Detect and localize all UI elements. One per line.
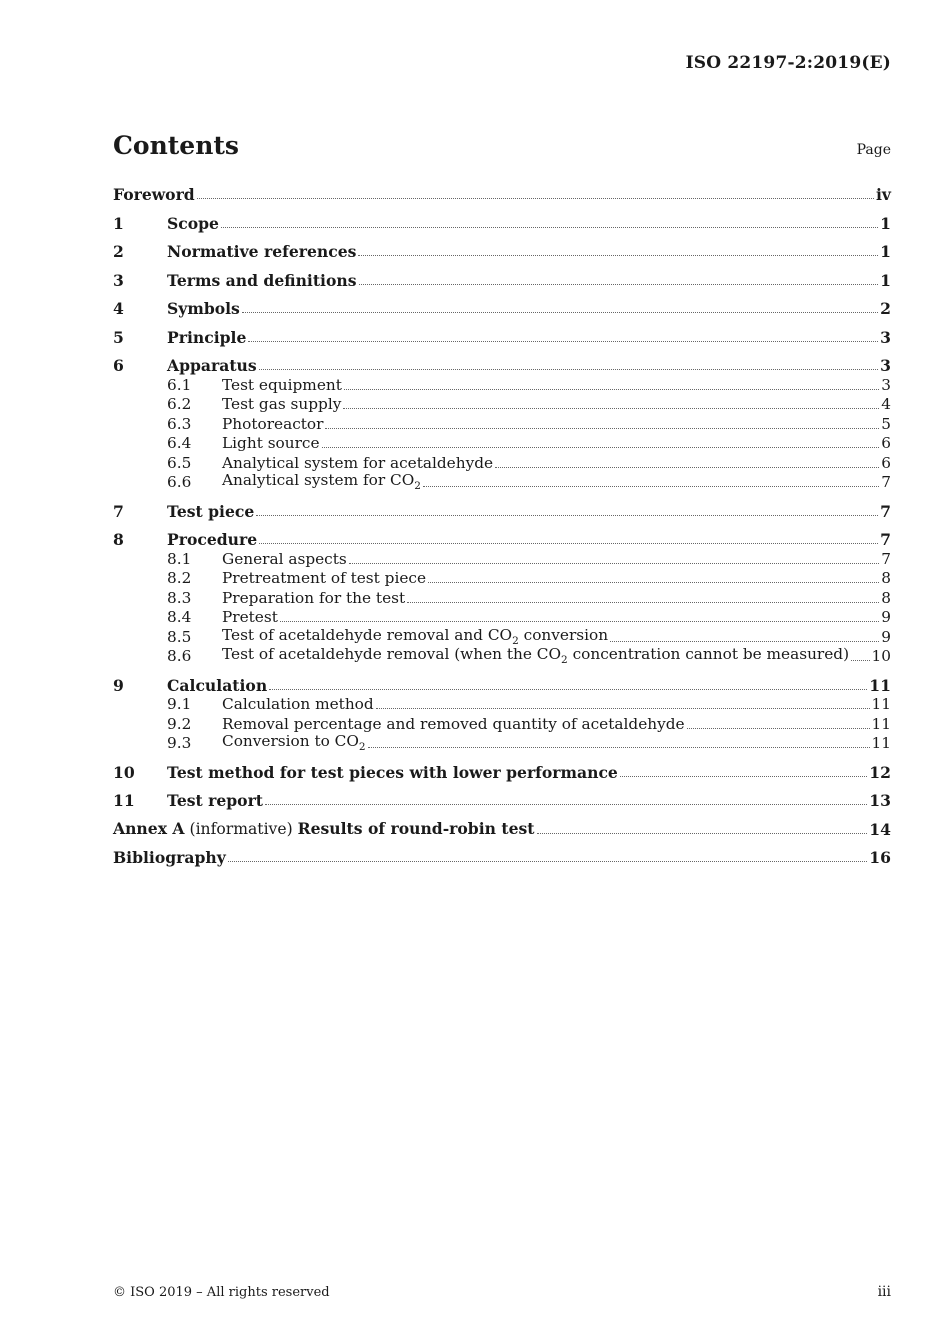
toc-page: 3: [880, 356, 891, 375]
page-column-label: Page: [856, 142, 891, 158]
leader-dots: [280, 620, 879, 622]
toc-title: Terms and definitions: [167, 270, 357, 290]
toc-title-text: conversion: [518, 625, 609, 644]
toc-title: [113, 819, 535, 839]
toc-entry-8-3[interactable]: [113, 588, 891, 608]
leader-dots: [376, 707, 870, 709]
toc-number: 6.2: [167, 395, 192, 413]
toc-entry-test-report[interactable]: [113, 790, 891, 810]
toc-title: Preparation for the test: [222, 588, 406, 607]
leader-dots: [256, 514, 878, 516]
toc-entry-annex-a[interactable]: [113, 819, 891, 839]
toc-entry-procedure[interactable]: [113, 529, 891, 549]
toc-title-text: Test of acetaldehyde removal (when the CO: [222, 645, 562, 663]
leader-dots: [423, 485, 879, 487]
leader-dots: [407, 601, 879, 603]
toc-number: 7: [113, 501, 124, 521]
toc-number: 6.1: [167, 375, 192, 394]
toc-entry-6-6[interactable]: [113, 473, 891, 493]
toc-entry-9-2[interactable]: [113, 714, 891, 734]
toc-entry-9-3[interactable]: [113, 734, 891, 754]
toc-entry-9-1[interactable]: [113, 695, 891, 715]
toc-entry-scope[interactable]: [113, 213, 891, 233]
leader-dots: [259, 368, 878, 370]
toc-number: 9.3: [167, 734, 192, 752]
toc-number: 6.6: [167, 473, 192, 491]
toc-page: 3: [881, 375, 891, 394]
toc-title: Test report: [167, 791, 264, 810]
toc-entry-8-6[interactable]: [113, 647, 891, 667]
toc-entry-apparatus[interactable]: [113, 355, 891, 375]
toc-number: 5: [113, 327, 124, 347]
toc-number: 6.5: [167, 453, 192, 472]
toc-number: 10: [113, 762, 135, 782]
leader-dots: [687, 727, 870, 729]
toc-page: 1: [880, 213, 891, 233]
leader-dots: [248, 340, 878, 342]
toc-entry-foreword[interactable]: [113, 184, 891, 204]
toc-title: Calculation method: [222, 695, 374, 713]
table-of-contents: [113, 184, 891, 867]
toc-title: Pretest: [222, 608, 278, 626]
toc-entry-lower-performance[interactable]: [113, 762, 891, 782]
toc-page: 7: [880, 530, 891, 549]
annex-label: Annex A: [113, 818, 185, 838]
toc-page: 6: [881, 434, 891, 452]
toc-page: 8: [881, 569, 891, 587]
copyright-notice: © ISO 2019 – All rights reserved: [113, 1285, 330, 1300]
toc-title: Scope: [167, 213, 219, 233]
subscript: 2: [512, 634, 519, 647]
toc-page: 13: [869, 791, 891, 810]
toc-page: 7: [880, 501, 891, 521]
contents-heading: Contents: [113, 131, 240, 160]
toc-entry-terms-definitions[interactable]: [113, 270, 891, 290]
leader-dots: [269, 688, 867, 690]
toc-title-text: Conversion to CO: [222, 732, 359, 750]
toc-title: Test equipment: [222, 375, 342, 394]
toc-title: [222, 471, 421, 492]
leader-dots: [610, 640, 879, 642]
toc-title: Analytical system for acetaldehyde: [222, 453, 494, 472]
toc-title-text: Analytical system for CO: [222, 471, 415, 489]
toc-page: 3: [880, 327, 891, 347]
toc-title: [222, 626, 608, 647]
toc-title: Foreword: [113, 185, 195, 204]
toc-entry-test-piece[interactable]: [113, 501, 891, 521]
toc-entry-6-3[interactable]: [113, 414, 891, 434]
toc-title: Bibliography: [113, 848, 226, 867]
leader-dots: [620, 775, 867, 777]
toc-number: 9: [113, 675, 124, 695]
leader-dots: [495, 466, 879, 468]
toc-title: Pretreatment of test piece: [222, 569, 427, 587]
toc-title: Test gas supply: [222, 395, 342, 413]
toc-title: Procedure: [167, 530, 258, 549]
leader-dots: [221, 226, 878, 228]
toc-page: 11: [871, 734, 891, 752]
toc-title: [222, 732, 366, 753]
toc-page: 9: [881, 627, 891, 646]
leader-dots: [368, 746, 870, 748]
toc-title: Test piece: [167, 501, 255, 521]
toc-number: 8: [113, 530, 124, 549]
toc-title: [222, 645, 849, 666]
leader-dots: [537, 832, 868, 834]
toc-title: Removal percentage and removed quantity of acetaldehyde: [222, 714, 685, 733]
toc-page: 1: [880, 242, 891, 261]
toc-entry-8-5[interactable]: [113, 627, 891, 647]
toc-entry-6-2[interactable]: [113, 395, 891, 415]
toc-entry-calculation[interactable]: [113, 675, 891, 695]
leader-dots: [343, 407, 879, 409]
leader-dots: [228, 860, 868, 862]
subscript: 2: [414, 480, 421, 492]
toc-number: 2: [113, 242, 124, 261]
toc-number: 11: [113, 791, 135, 810]
leader-dots: [259, 542, 878, 544]
toc-page: 11: [871, 695, 891, 713]
leader-dots: [359, 283, 879, 285]
leader-dots: [428, 581, 879, 583]
toc-page: 11: [871, 714, 891, 733]
toc-entry-6-1[interactable]: [113, 375, 891, 395]
toc-entry-8-1[interactable]: [113, 549, 891, 569]
toc-entry-normative-references[interactable]: [113, 241, 891, 261]
leader-dots: [851, 659, 869, 661]
toc-page: 9: [881, 608, 891, 626]
toc-page: 11: [869, 675, 891, 695]
toc-number: 1: [113, 213, 124, 233]
toc-number: 8.6: [167, 647, 192, 665]
annex-type: (informative): [184, 819, 298, 838]
toc-title: Symbols: [167, 299, 240, 318]
leader-dots: [349, 562, 880, 564]
toc-number: 8.3: [167, 588, 192, 607]
toc-number: 8.4: [167, 608, 192, 626]
toc-page: iv: [876, 185, 891, 204]
toc-title-text: concentration cannot be measured): [567, 645, 850, 663]
toc-entry-8-2[interactable]: [113, 569, 891, 589]
toc-entry-8-4[interactable]: [113, 608, 891, 628]
toc-number: 9.2: [167, 714, 192, 733]
toc-page: 6: [881, 453, 891, 472]
toc-title-text: Test of acetaldehyde removal and CO: [222, 625, 513, 644]
leader-dots: [325, 427, 879, 429]
toc-title: Principle: [167, 327, 247, 347]
toc-page: 10: [871, 647, 891, 665]
toc-entry-symbols[interactable]: [113, 298, 891, 318]
subscript: 2: [358, 741, 366, 753]
toc-page: 14: [869, 819, 891, 839]
toc-title: Light source: [222, 434, 320, 452]
toc-title: Calculation: [167, 675, 268, 695]
toc-title: General aspects: [222, 549, 347, 568]
annex-title: Results of round-robin test: [297, 818, 535, 838]
toc-page: 5: [881, 414, 891, 433]
toc-page: 7: [881, 473, 891, 491]
toc-title: Photoreactor: [222, 414, 324, 433]
leader-dots: [344, 388, 879, 390]
toc-page: 2: [880, 299, 891, 318]
toc-page: 4: [881, 395, 891, 413]
toc-number: 8.5: [167, 627, 192, 646]
toc-number: 6.4: [167, 434, 192, 452]
toc-entry-6-4[interactable]: [113, 434, 891, 454]
toc-page: 12: [869, 762, 891, 782]
toc-number: 3: [113, 270, 124, 290]
leader-dots: [265, 803, 867, 805]
toc-number: 8.1: [167, 549, 192, 568]
toc-number: 4: [113, 299, 124, 318]
toc-number: 8.2: [167, 569, 192, 587]
toc-title: Normative references: [167, 242, 357, 261]
page-number: iii: [877, 1284, 891, 1300]
toc-entry-bibliography[interactable]: [113, 847, 891, 867]
toc-number: 6: [113, 356, 124, 375]
toc-page: 7: [881, 549, 891, 568]
leader-dots: [242, 311, 878, 313]
standard-identifier: ISO 22197-2:2019(E): [685, 53, 891, 73]
toc-number: 9.1: [167, 695, 192, 713]
toc-page: 16: [869, 848, 891, 867]
toc-entry-6-5[interactable]: [113, 453, 891, 473]
leader-dots: [358, 254, 878, 256]
toc-title: Test method for test pieces with lower performance: [167, 762, 618, 782]
subscript: 2: [561, 654, 568, 666]
toc-title: Apparatus: [167, 356, 257, 375]
leader-dots: [322, 446, 880, 448]
toc-page: 8: [881, 588, 891, 607]
toc-entry-principle[interactable]: [113, 327, 891, 347]
toc-number: 6.3: [167, 414, 192, 433]
toc-page: 1: [880, 270, 891, 290]
leader-dots: [197, 197, 874, 199]
